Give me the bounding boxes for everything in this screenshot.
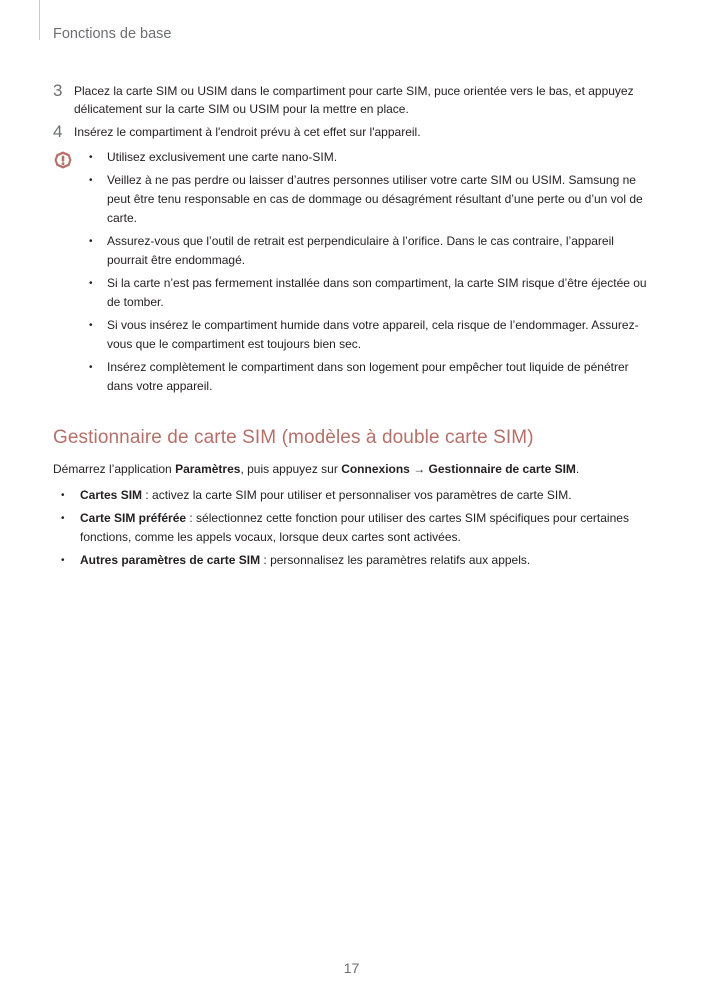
list-item — [53, 509, 653, 547]
submenu-name: Gestionnaire de carte SIM — [428, 462, 576, 476]
arrow: → — [409, 462, 429, 476]
list-item-text: Assurez-vous que l’outil de retrait est perpendiculaire à l’orifice. Dans le cas contraire, l’appareil pourrait être endommagé. — [107, 234, 614, 267]
bullet: • — [89, 320, 93, 331]
bullet: • — [89, 152, 93, 163]
step-text: Placez la carte SIM ou USIM dans le compartiment pour carte SIM, puce orientée vers le bas, et appuyez délicatement sur la carte SIM ou USIM pour la mettre en place. — [74, 84, 634, 116]
step-number: 3 — [53, 81, 63, 100]
caution-notice — [53, 148, 653, 400]
step-text: Insérez le compartiment à l'endroit prévu à cet effet sur l'appareil. — [74, 125, 421, 139]
intro-end: . — [575, 462, 580, 476]
section-title: Gestionnaire de carte SIM (modèles à double carte SIM) — [53, 427, 534, 448]
instruction-steps — [53, 82, 653, 146]
list-item — [87, 358, 653, 396]
step-4 — [53, 123, 653, 141]
page-header-title: Fonctions de base — [53, 26, 172, 42]
list-item — [87, 232, 653, 270]
caution-list — [53, 148, 653, 396]
app-name: Paramètres — [175, 462, 241, 476]
section-intro — [53, 460, 663, 479]
feature-desc: : activez la carte SIM pour utiliser et personnaliser vos paramètres de carte SIM. — [142, 488, 572, 502]
list-item — [87, 171, 653, 228]
feature-term: Carte SIM préférée — [80, 511, 187, 525]
list-item — [87, 148, 653, 167]
bullet: • — [89, 278, 93, 289]
feature-term: Cartes SIM — [80, 488, 143, 502]
bullet: • — [61, 555, 65, 566]
feature-desc: : personnalisez les paramètres relatifs aux appels. — [260, 553, 531, 567]
feature-term: Autres paramètres de carte SIM — [80, 553, 261, 567]
list-item — [87, 274, 653, 312]
list-item-text: Si vous insérez le compartiment humide dans votre appareil, cela risque de l’endommager. Assurez-vous que le compartiment est toujours bien sec. — [107, 318, 639, 351]
step-number: 4 — [53, 122, 63, 141]
list-item-text: Utilisez exclusivement une carte nano-SIM. — [107, 150, 338, 164]
page-number: 17 — [343, 960, 360, 976]
menu-name: Connexions — [341, 462, 410, 476]
header-divider — [39, 0, 40, 40]
feature-desc: : sélectionnez cette fonction pour utiliser des cartes SIM spécifiques pour certaines fonctions, comme les appels vocaux, lorsque deux cartes sont activées. — [80, 511, 629, 544]
list-item-text: Si la carte n’est pas fermement installée dans son compartiment, la carte SIM risque d’être éjectée ou de tomber. — [107, 276, 647, 309]
bullet: • — [89, 236, 93, 247]
bullet: • — [61, 490, 65, 501]
bullet: • — [89, 175, 93, 186]
feature-list — [53, 486, 653, 574]
list-item — [87, 316, 653, 354]
intro-text: , puis appuyez sur — [240, 462, 342, 476]
bullet: • — [89, 362, 93, 373]
list-item-text: Veillez à ne pas perdre ou laisser d’autres personnes utiliser votre carte SIM ou USIM. Samsung ne peut être tenu responsable en cas de dommage ou désagrément résultant d’une perte ou d’un vol de carte. — [107, 173, 643, 225]
step-3 — [53, 82, 653, 118]
list-item — [53, 486, 653, 505]
bullet: • — [61, 513, 65, 524]
caution-icon — [53, 150, 73, 170]
intro-text: Démarrez l’application — [53, 462, 176, 476]
list-item-text: Insérez complètement le compartiment dans son logement pour empêcher tout liquide de pénétrer dans votre appareil. — [107, 360, 629, 393]
list-item — [53, 551, 653, 570]
